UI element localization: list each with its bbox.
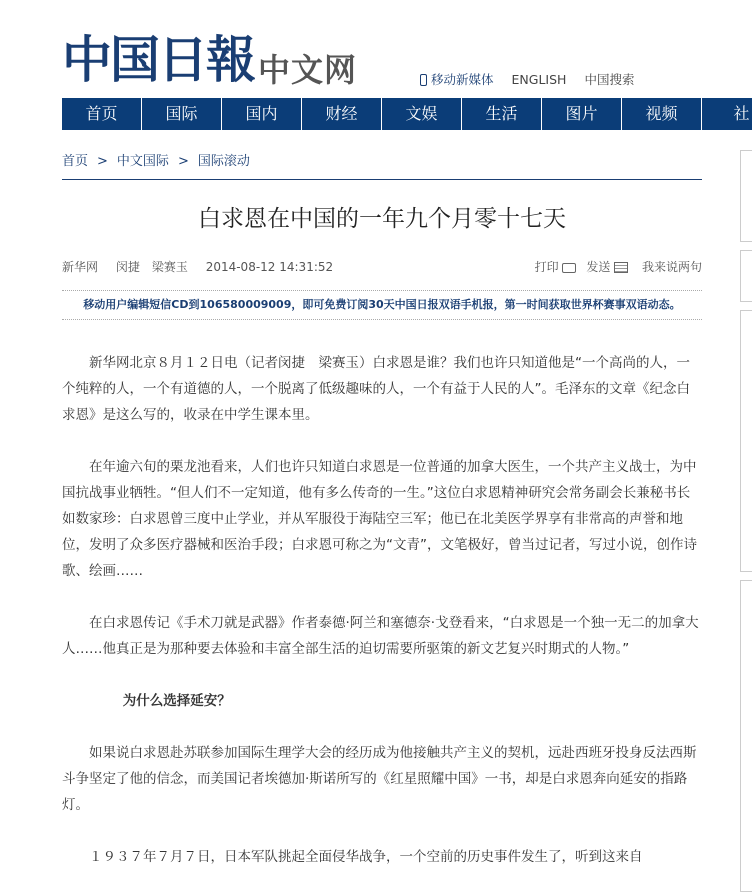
mobile-phone-icon [420,74,427,86]
breadcrumb [62,150,250,169]
article-paragraph: 新华网北京８月１２日电（记者闵捷 梁赛玉）白求恩是谁？我们也许只知道他是“一个高尚的人，一个纯粹的人，一个有道德的人，一个脱离了低级趣味的人，一个有益于人民的人”。毛泽东的文章《纪念白求恩》是这么写的，收录在中学生课本里。 [62,355,690,423]
article-paragraph: 在年逾六旬的栗龙池看来，人们也许只知道白求恩是一位普通的加拿大医生，一个共产主义战士，为中国抗战事业牺牲。“但人们不一定知道，他有多么传奇的一生。”这位白求恩精神研究会常务副会长兼秘书长如数家珍：白求恩曾三度中止学业，并从军服役于海陆空三军；他已在北美医学界享有非常高的声誉和地位，发明了众多医疗器械和医治手段；白求恩可称之为“文青”，文笔极好，曾当过记者，写过小说，创作诗歌、绘画…… [62,459,697,579]
breadcrumb-home[interactable]: 首页 [62,154,89,169]
article-source[interactable]: 新华网 [62,260,99,274]
breadcrumb-separator: > [97,154,108,169]
comment-link[interactable]: 我来说两句 [641,260,702,274]
search-link[interactable]: 中国搜索 [584,72,635,87]
nav-item-finance[interactable]: 财经 [302,98,382,130]
nav-item-video[interactable]: 视频 [622,98,702,130]
send-button[interactable]: 发送 [586,260,628,274]
nav-item-life[interactable]: 生活 [462,98,542,130]
sidebar-box [740,150,752,242]
site-header [0,0,752,98]
article-title: 白求恩在中国的一年九个月零十七天 [198,206,566,232]
breadcrumb-rolling[interactable]: 国际滚动 [197,154,250,169]
right-sidebar-edge [740,150,752,890]
article-paragraph: １９３７年７月７日，日本军队挑起全面侵华战争，一个空前的历史事件发生了，听到这来自 [89,849,643,865]
mobile-link[interactable]: 移动新媒体 [420,70,494,88]
sms-notice[interactable]: 移动用户编辑短信CD到106580009009，即可免费订阅30天中国日报双语手机报，第一时间获取世界杯赛事双语动态。 [62,290,702,320]
article-meta [62,258,702,275]
nav-item-photos[interactable]: 图片 [542,98,622,130]
send-icon [614,262,628,273]
breadcrumb-separator: > [177,154,189,169]
article-datetime: 2014-08-12 14:31:52 [205,260,334,274]
site-logo-sub[interactable]: 中文网 [258,51,358,89]
article-paragraph: 如果说白求恩赴苏联参加国际生理学大会的经历成为他接触共产主义的契机，远赴西班牙投身反法西斯斗争坚定了他的信念，而美国记者埃德加·斯诺所写的《红星照耀中国》一书，却是白求恩奔向延安的指路灯。 [62,745,697,813]
nav-item-entertainment[interactable]: 文娱 [382,98,462,130]
print-button[interactable]: 打印 [535,260,577,274]
nav-item-world[interactable]: 国际 [142,98,222,130]
article-body [62,350,702,896]
site-logo[interactable]: 中国日報 [62,30,254,89]
nav-item-home[interactable]: 首页 [62,98,142,130]
english-link[interactable]: ENGLISH [511,71,567,87]
nav-item-china[interactable]: 国内 [222,98,302,130]
sidebar-box [740,250,752,302]
article-paragraph: 在白求恩传记《手术刀就是武器》作者泰德·阿兰和塞德奈·戈登看来，“白求恩是一个独一无二的加拿大人……他真正是为那种要去体验和丰富全部生活的迫切需要所驱策的新文艺复兴时期式的人物。” [62,615,699,657]
sidebar-box [740,580,752,892]
article-subheading: 为什么选择延安？ [122,693,231,709]
main-nav [62,98,752,130]
divider [62,179,702,180]
sidebar-box [740,310,752,572]
nav-item-society[interactable]: 社 [702,98,752,130]
breadcrumb-world[interactable]: 中文国际 [116,154,169,169]
article-authors: 闵捷 梁赛玉 [115,260,188,274]
top-links [420,70,652,88]
printer-icon [562,263,576,273]
